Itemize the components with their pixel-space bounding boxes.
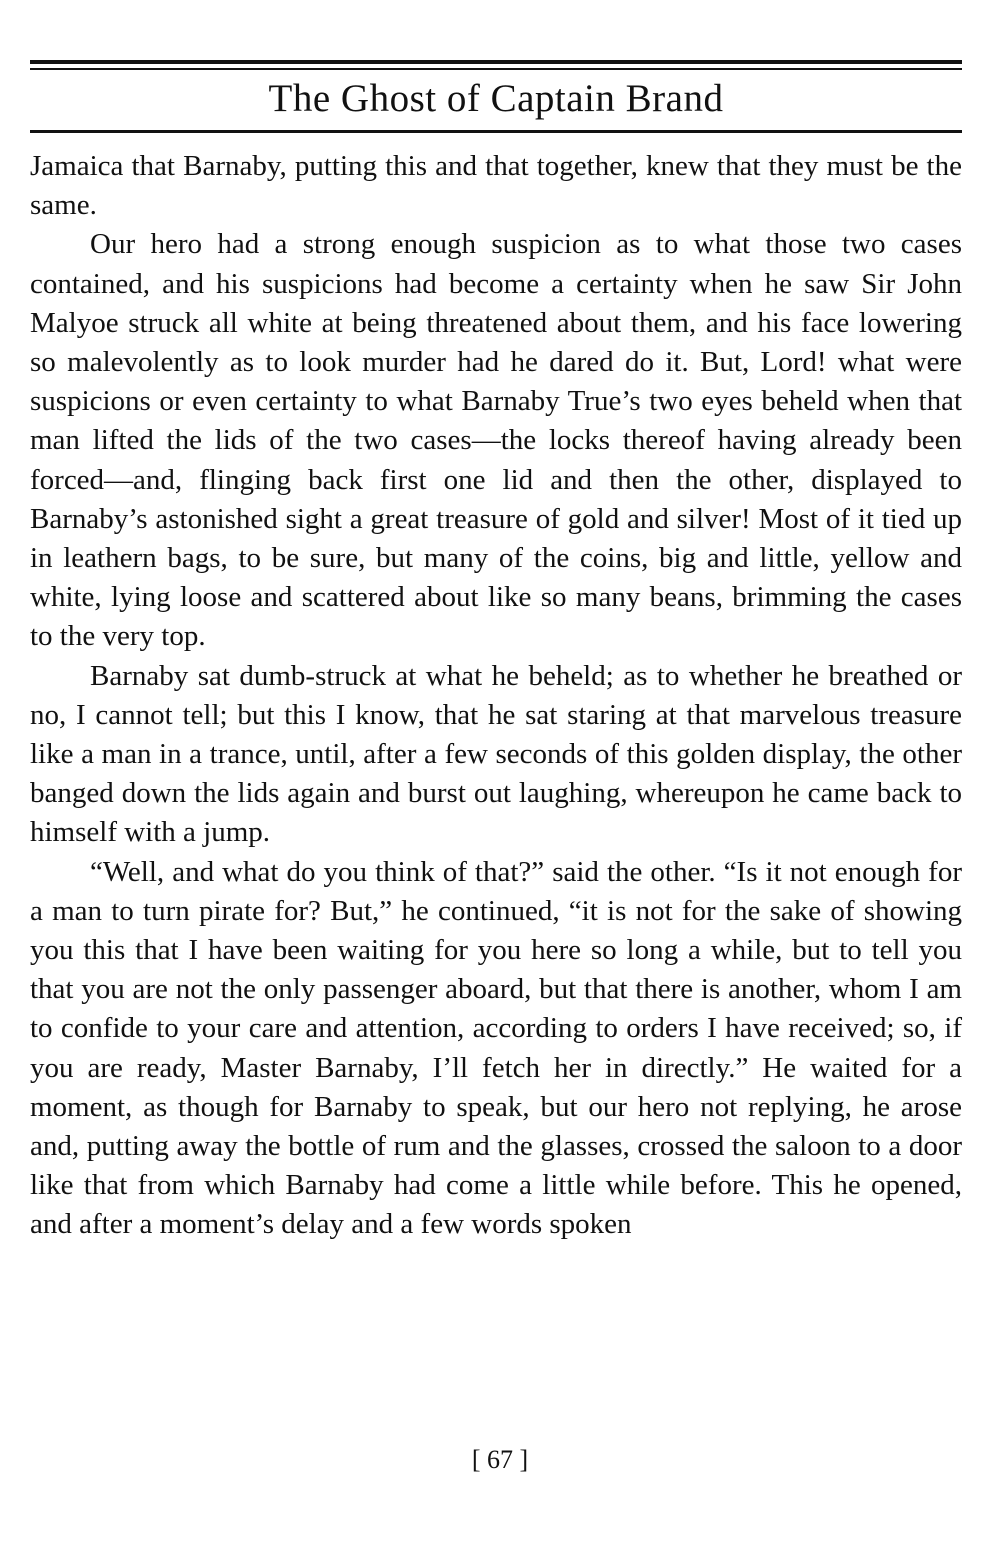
paragraph: Our hero had a strong enough suspicion as to what those two cases contained, and his suspicions had become a certainty when he saw Sir John Malyoe struck all white at being threatened about them, and his face lowering so malevolently as to look murder had he dared do it. But, Lord! what were suspicions or even certainty to what Barnaby True’s two eyes beheld when that man lifted the lids of the two cases—the locks thereof having already been forced—and, flinging back first one lid and then the other, displayed to Barnaby’s astonished sight a great treasure of gold and silver! Most of it tied up in leathern bags, to be sure, but many of the coins, big and little, yellow and white, lying loose and scattered about like so many beans, brimming the cases to the very top. — [30, 228, 962, 653]
paragraph: Jamaica that Barnaby, putting this and that together, knew that they must be the same. — [30, 150, 962, 222]
paragraph: Barnaby sat dumb-struck at what he beheld; as to whether he breathed or no, I cannot tell; but this I know, that he sat staring at that marvelous treasure like a man in a trance, until, after a few seconds of this golden display, the other banged down the lids again and burst out laughing, whereupon he came back to himself with a jump. — [30, 659, 962, 849]
page-number: [ 67 ] — [471, 1445, 529, 1474]
header-rule-top — [30, 60, 962, 64]
header-rule-bottom — [30, 130, 962, 133]
running-title: The Ghost of Captain Brand — [268, 77, 724, 120]
page — [30, 60, 962, 1245]
header-rule-top-thin — [30, 68, 962, 70]
paragraph: “Well, and what do you think of that?” said the other. “Is it not enough for a man to turn pirate for? But,” he continued, “it is not for the sake of showing you this that I have been waiting for you here so long a while, but to tell you that you are not the only passenger aboard, but that there is another, whom I am to confide to your care and attention, according to orders I have received; so, if you are ready, Master Barnaby, I’ll fetch her in directly.” He waited for a moment, as though for Barnaby to speak, but our hero not replying, he arose and, putting away the bottle of rum and the glasses, crossed the saloon to a door like that from which Barnaby had come a little while before. This he opened, and after a moment’s delay and a few words spoken — [30, 855, 962, 1241]
body-text — [30, 147, 962, 1245]
